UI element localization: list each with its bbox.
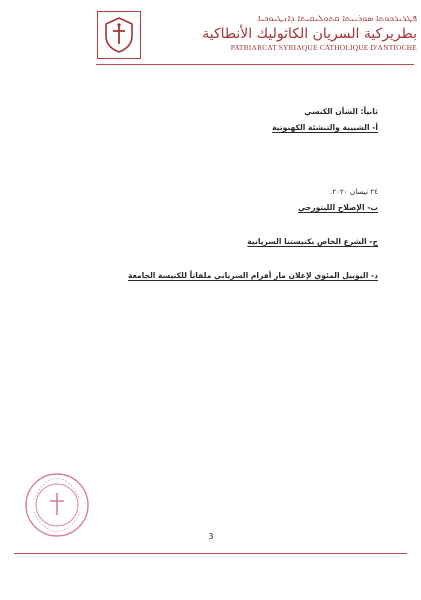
crest-icon [102, 16, 136, 54]
letterhead-rule [96, 64, 414, 65]
letterhead-syriac: ܦܛܪܝܪܟܘܬܐ ܣܘܪܝܝܬܐ ܩܬܘܠܝܩܝܬܐ ܕܐܢܛܝܘܟܝܐ [257, 14, 417, 24]
item-d-title: د- اليوبيل المئوي لإعلان مار أفرام السرياني ملفاناً للكنيسة الجامعة [128, 271, 378, 281]
item-b-title: ب- الإصلاح الليتورجي [298, 202, 378, 212]
item-a-date: ٢٤ نيسان ٢٠٢٠. [329, 187, 378, 197]
item-b-paragraph [40, 219, 378, 234]
page-number: 3 [208, 532, 214, 541]
item-a-paragraph-1 [40, 139, 378, 154]
item-c-paragraph [40, 253, 378, 268]
item-a-title: أ- الشبيبة والتنشئة الكهنوتية [272, 122, 378, 132]
footer-rule [14, 553, 407, 554]
section-2-title: ثانياً: الشأن الكنسي [304, 107, 378, 117]
intro-paragraph-2 [40, 89, 378, 104]
letterhead-arabic: بطريركية السريان الكاثوليك الأنطاكية [202, 26, 417, 42]
letter-body [40, 74, 378, 303]
item-d-paragraph [40, 288, 378, 303]
letterhead-text [147, 13, 417, 52]
patriarchate-logo [97, 11, 141, 59]
item-a-paragraph-2 [40, 154, 378, 169]
official-seal-stamp [22, 470, 92, 540]
letterhead-french: PATRIARCAT SYRIAQUE CATHOLIQUE D'ANTIOCHE [230, 43, 417, 52]
item-a-paragraph-3 [40, 169, 378, 184]
letterhead [0, 6, 421, 66]
item-c-title: ج- الشرع الخاص بكنيستنا السريانية [247, 237, 378, 247]
intro-paragraph-1 [40, 74, 378, 89]
